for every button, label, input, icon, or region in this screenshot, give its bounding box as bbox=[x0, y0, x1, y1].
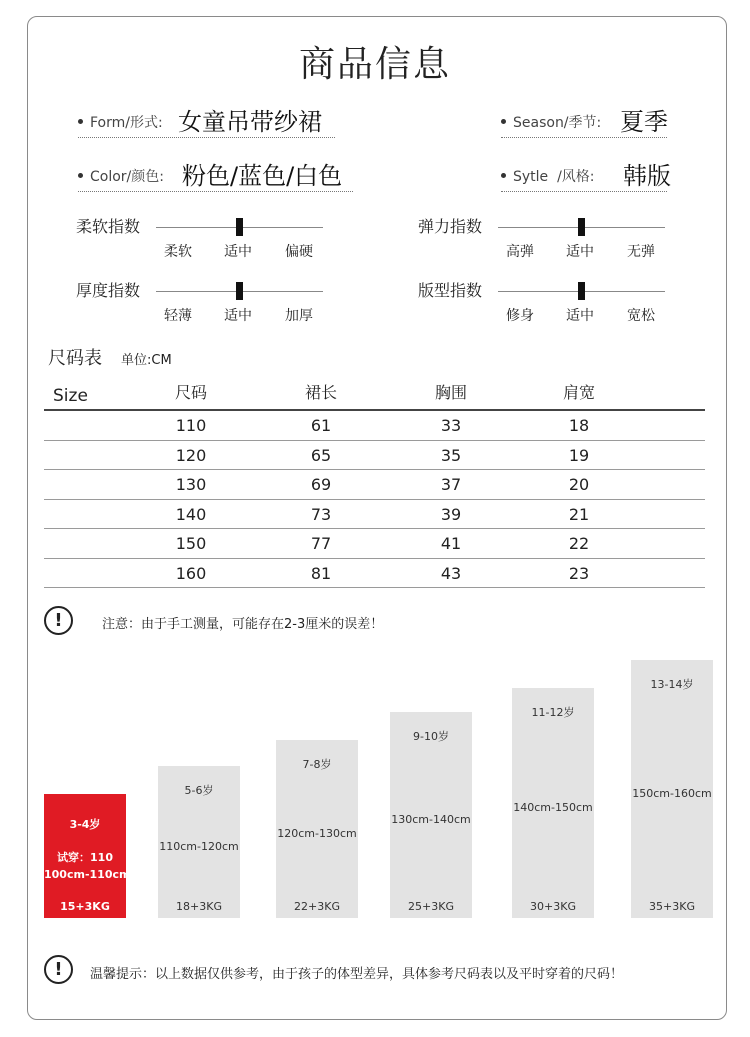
scale-name: 版型指数 bbox=[418, 281, 483, 300]
table-cell: 43 bbox=[440, 563, 462, 583]
table-row bbox=[44, 500, 705, 530]
table-cell: 21 bbox=[568, 504, 590, 524]
height-range-label: 120cm-130cm bbox=[277, 827, 357, 840]
scale-option: 加厚 bbox=[285, 308, 313, 324]
age-label: 13-14岁 bbox=[650, 678, 694, 691]
measurement-notice bbox=[44, 606, 544, 636]
table-cell: 69 bbox=[310, 475, 332, 494]
table-cell: 130 bbox=[175, 475, 207, 494]
style-label: Sytle /风格: bbox=[513, 169, 595, 185]
table-row bbox=[44, 559, 705, 589]
scale-option: 偏硬 bbox=[285, 244, 313, 260]
scale-option: 适中 bbox=[566, 244, 594, 260]
age-bar-7-8 bbox=[276, 740, 358, 918]
table-cell: 61 bbox=[310, 416, 332, 435]
dotted-divider bbox=[501, 137, 667, 138]
scale-option: 适中 bbox=[224, 244, 252, 260]
table-cell: 41 bbox=[440, 534, 462, 553]
weight-label: 18+3KG bbox=[176, 900, 222, 913]
scale-option: 修身 bbox=[506, 308, 534, 324]
table-cell: 20 bbox=[568, 475, 590, 494]
thickness-scale bbox=[76, 278, 336, 338]
table-row bbox=[44, 411, 705, 441]
softness-scale bbox=[76, 214, 336, 274]
scale-name: 柔软指数 bbox=[76, 217, 141, 236]
table-cell: 22 bbox=[568, 534, 590, 553]
tip-text: 温馨提示：以上数据仅供参考，由于孩子的体型差异，具体参考尺码表以及平时穿着的尺码！ bbox=[90, 967, 624, 982]
bullet-icon bbox=[501, 119, 506, 124]
dotted-divider bbox=[501, 191, 667, 192]
table-cell: 65 bbox=[310, 445, 332, 465]
table-row bbox=[44, 529, 705, 559]
scale-option: 宽松 bbox=[627, 308, 655, 324]
scale-name: 弹力指数 bbox=[418, 217, 483, 236]
bullet-icon bbox=[78, 119, 83, 124]
table-cell: 23 bbox=[568, 563, 590, 583]
scale-marker bbox=[236, 282, 243, 300]
height-range-label: 130cm-140cm bbox=[391, 813, 471, 826]
size-chart-title: 尺码表 bbox=[48, 348, 102, 369]
table-cell: 120 bbox=[175, 445, 207, 465]
color-label: Color/颜色: bbox=[90, 169, 164, 185]
scale-marker bbox=[578, 282, 585, 300]
scale-option: 适中 bbox=[566, 308, 594, 324]
size-chart-unit: 单位:CM bbox=[121, 353, 172, 368]
age-label: 5-6岁 bbox=[184, 784, 214, 797]
form-label: Form/形式: bbox=[90, 115, 163, 131]
table-cell: 73 bbox=[310, 504, 332, 524]
scale-marker bbox=[578, 218, 585, 236]
color-row bbox=[78, 156, 353, 192]
fit-scale bbox=[418, 278, 678, 338]
height-range-label: 100cm-110cm bbox=[44, 868, 131, 881]
weight-label: 15+3KG bbox=[60, 900, 110, 913]
row-divider bbox=[44, 587, 705, 588]
column-header: 肩宽 bbox=[562, 383, 595, 402]
exclamation-circle-icon: ! bbox=[44, 606, 73, 635]
style-row bbox=[501, 156, 671, 192]
table-cell: 37 bbox=[440, 475, 462, 494]
season-row bbox=[501, 102, 667, 138]
scale-option: 轻薄 bbox=[164, 308, 192, 324]
scale-marker bbox=[236, 218, 243, 236]
age-bar-13-14 bbox=[631, 660, 713, 918]
size-header: Size bbox=[53, 386, 88, 406]
height-range-label: 140cm-150cm bbox=[513, 801, 593, 814]
form-value: 女童吊带纱裙 bbox=[178, 108, 322, 136]
table-cell: 39 bbox=[440, 504, 462, 524]
table-cell: 18 bbox=[568, 416, 590, 435]
season-value: 夏季 bbox=[620, 108, 668, 136]
height-range-label: 110cm-120cm bbox=[159, 840, 239, 853]
scale-option: 柔软 bbox=[164, 244, 192, 260]
bullet-icon bbox=[78, 173, 83, 178]
table-header bbox=[44, 376, 705, 410]
table-cell: 77 bbox=[310, 534, 332, 553]
age-label: 7-8岁 bbox=[302, 758, 332, 771]
elasticity-scale bbox=[418, 214, 678, 274]
age-bar-11-12 bbox=[512, 688, 594, 918]
age-bar-5-6 bbox=[158, 766, 240, 918]
reference-tip bbox=[44, 955, 724, 985]
table-cell: 110 bbox=[175, 416, 207, 435]
table-cell: 81 bbox=[310, 563, 332, 583]
table-cell: 140 bbox=[175, 504, 207, 524]
scale-option: 高弹 bbox=[506, 244, 534, 260]
scale-option: 适中 bbox=[224, 308, 252, 324]
age-bar-9-10 bbox=[390, 712, 472, 918]
column-header: 胸围 bbox=[434, 383, 467, 402]
notice-text: 注意：由于手工测量，可能存在2-3厘米的误差！ bbox=[102, 617, 384, 632]
dotted-divider bbox=[78, 137, 335, 138]
age-label: 3-4岁 bbox=[69, 818, 101, 831]
color-value: 粉色/蓝色/白色 bbox=[182, 162, 343, 190]
table-cell: 160 bbox=[175, 563, 207, 583]
table-cell: 150 bbox=[175, 534, 207, 553]
dotted-divider bbox=[78, 191, 353, 192]
exclamation-circle-icon: ! bbox=[44, 955, 73, 984]
season-label: Season/季节: bbox=[513, 115, 602, 131]
table-cell: 19 bbox=[568, 445, 590, 465]
scale-option: 无弹 bbox=[627, 244, 655, 260]
page-title: 商品信息 bbox=[298, 44, 451, 85]
table-cell: 33 bbox=[440, 416, 462, 435]
try-on-label: 试穿：110 bbox=[57, 851, 113, 864]
table-row bbox=[44, 441, 705, 471]
bullet-icon bbox=[501, 173, 506, 178]
weight-label: 30+3KG bbox=[530, 900, 576, 913]
weight-label: 35+3KG bbox=[649, 900, 695, 913]
weight-label: 25+3KG bbox=[408, 900, 454, 913]
age-label: 11-12岁 bbox=[531, 706, 575, 719]
column-header: 裙长 bbox=[304, 383, 337, 402]
scale-name: 厚度指数 bbox=[76, 281, 141, 300]
age-label: 9-10岁 bbox=[413, 730, 449, 743]
age-bar-3-4 bbox=[44, 794, 131, 918]
table-cell: 35 bbox=[440, 445, 462, 465]
table-row bbox=[44, 470, 705, 500]
style-value: 韩版 bbox=[623, 162, 671, 190]
weight-label: 22+3KG bbox=[294, 900, 340, 913]
column-header: 尺码 bbox=[174, 383, 207, 402]
height-range-label: 150cm-160cm bbox=[632, 787, 712, 800]
form-row bbox=[78, 102, 335, 138]
